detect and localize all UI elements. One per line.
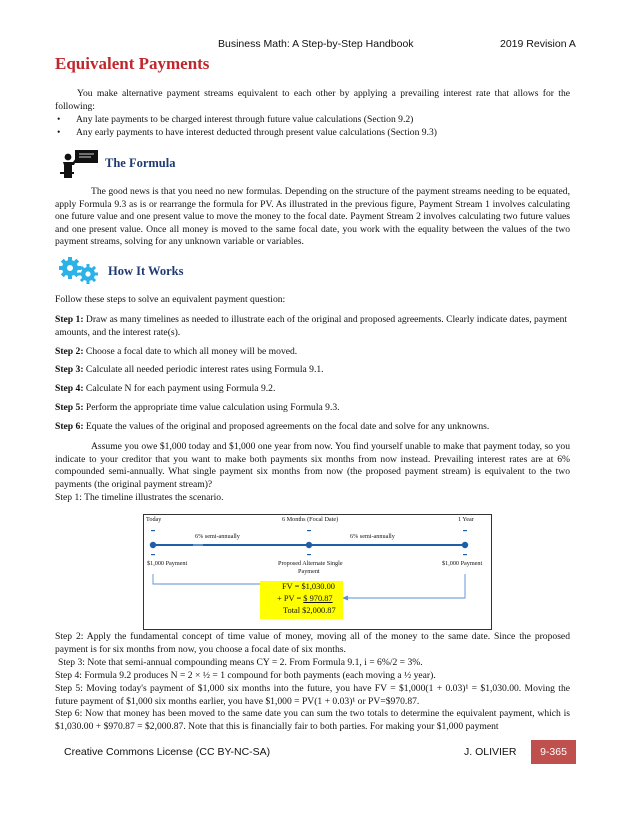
page-title: Equivalent Payments bbox=[55, 54, 210, 73]
step-1: Step 1: Draw as many timelines as needed to illustrate each of the original and proposed agreements. Clearly indicate dates, payment amounts, and the interest rate(s). bbox=[55, 314, 568, 338]
steps-lead: Follow these steps to solve an equivalent payment question: bbox=[55, 294, 286, 305]
footer-license: Creative Commons License (CC BY-NC-SA) bbox=[64, 746, 271, 758]
timeline-node-year bbox=[462, 542, 468, 548]
intro-bullet-list bbox=[55, 114, 570, 140]
fv-line: FV = $1,030.00 bbox=[282, 582, 335, 591]
timeline-payment-right: $1,000 Payment bbox=[442, 560, 483, 567]
page-number-badge: 9-365 bbox=[531, 740, 576, 764]
teacher-chalkboard-icon bbox=[58, 148, 100, 180]
timeline-payment-left: $1,000 Payment bbox=[147, 560, 188, 567]
solution-step-4: Step 4: Formula 9.2 produces N = 2 × ½ = 1 compound for both payments (each moving a ½ year). bbox=[55, 670, 436, 681]
step-4: Step 4: Calculate N for each payment using Formula 9.2. bbox=[55, 383, 276, 394]
total-line: Total $2,000.87 bbox=[283, 606, 336, 615]
timeline-proposed-line1: Proposed Alternate Single bbox=[278, 560, 343, 567]
timeline-label-today: Today bbox=[146, 516, 162, 523]
how-it-works-heading: How It Works bbox=[108, 264, 184, 278]
timeline-node-today bbox=[150, 542, 156, 548]
step-3: Step 3: Calculate all needed periodic interest rates using Formula 9.1. bbox=[55, 364, 324, 375]
formula-heading: The Formula bbox=[105, 156, 176, 170]
example-step-1: Step 1: The timeline illustrates the scenario. bbox=[55, 492, 224, 503]
solution-step-2: Step 2: Apply the fundamental concept of time value of money, moving all of the money to the same date. Since the proposed payment is for six months from now, you choose a focal date of six months. bbox=[55, 631, 570, 655]
running-header-title: Business Math: A Step-by-Step Handbook bbox=[218, 38, 414, 50]
timeline-label-focal: 6 Months (Focal Date) bbox=[282, 516, 339, 523]
solution-step-5: Step 5: Moving today's payment of $1,000 six months into the future, you have FV = $1,000(1 + 0.03)¹ = $1,030.00. Moving the future payment of $1,000 six months earlier, you have $1,000 = PV(1 + 0.03)¹ or PV=$970.87. bbox=[55, 683, 570, 707]
fv-arrow bbox=[153, 574, 261, 584]
timeline-rate-right: 6% semi-annually bbox=[350, 533, 395, 540]
timeline-proposed-line2: Payment bbox=[298, 568, 320, 575]
step-6: Step 6: Equate the values of the original and proposed agreements on the focal date and solve for any unknowns. bbox=[55, 421, 490, 432]
step-5: Step 5: Perform the appropriate time value calculation using Formula 9.3. bbox=[55, 402, 340, 413]
pv-line: + PV = $ 970.87 bbox=[277, 594, 333, 603]
intro-paragraph: You make alternative payment streams equivalent to each other by applying a prevailing interest rate that allows for the following: bbox=[55, 88, 570, 112]
bullet-item: • Any early payments to have interest deducted through present value calculations (Section 9.3) bbox=[55, 127, 570, 140]
gears-icon bbox=[56, 256, 102, 286]
formula-paragraph: The good news is that you need no new formulas. Depending on the structure of the payment streams needing to be equated, apply Formula 9.3 as is or rearrange the formula for PV. As illustrated in the previous figure, Payment Stream 1 involves calculating one future value and one present value to move the money to the focal date. Payment Stream 2 involves calculating two future values and one present value. Once all money is moved to the same focal date, you work with the equality between the values of the two payment streams, solving for any unknown variable or variables. bbox=[55, 186, 570, 248]
timeline-node-focal bbox=[306, 542, 312, 548]
timeline-rate-left: 6% semi-annually bbox=[195, 533, 240, 540]
running-header-revision: 2019 Revision A bbox=[500, 38, 576, 50]
timeline-label-year: 1 Year bbox=[458, 516, 474, 523]
solution-step-6: Step 6: Now that money has been moved to the same date you can sum the two totals to determine the equivalent payment, which is $1,030.00 + $970.87 = $2,000.87. Note that this is financially fair to both parties. For making your $1,000 payment bbox=[55, 708, 570, 732]
bullet-item: • Any late payments to be charged interest through future value calculations (Section 9.2) bbox=[55, 114, 570, 127]
example-paragraph: Assume you owe $1,000 today and $1,000 one year from now. You find yourself unable to make that payment today, so you indicate to your creditor that you want to make both payments six months from now instead. Prevailing interest rates are at 6% compounded semi-annually. What single payment six months from now (the proposed payment stream) is equivalent to the two payments (the original payment stream)? bbox=[55, 441, 570, 490]
solution-step-3: Step 3: Note that semi-annual compounding means CY = 2. From Formula 9.1, i = 6%/2 = 3%. bbox=[58, 657, 423, 668]
step-2: Step 2: Choose a focal date to which all money will be moved. bbox=[55, 346, 298, 357]
pv-arrow bbox=[348, 574, 465, 598]
footer-author: J. OLIVIER bbox=[464, 746, 517, 758]
